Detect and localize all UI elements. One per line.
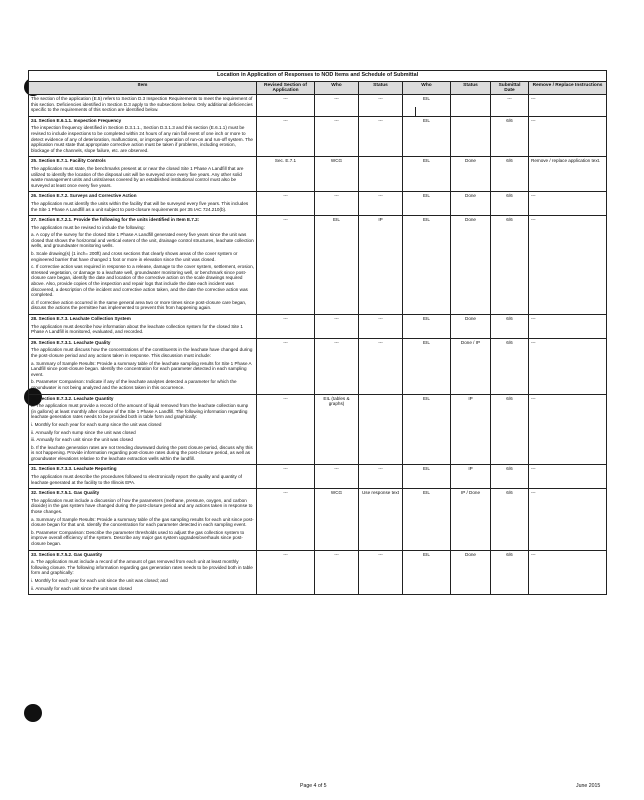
submittal-date-cell: 6/6 [491,489,529,550]
item-heading: 33. Section E.7.5.2. Gas Quantity [31,551,103,557]
item-paragraph: a. Summary of Sample Results: Provide a summary table of the leachate sampling results for Site 1 Phase A Landfill since post-closure began. Identify the concentration for each parameter detected in each sampling event. [31,360,252,377]
submittal-date-cell: 6/6 [491,394,529,465]
item-cell [29,550,257,595]
table-row [29,157,607,192]
header-submittal-date: Submittal Date [491,81,529,94]
table-row [29,216,607,315]
remove-replace-cell: --- [529,315,607,339]
who-cell: EIL [403,550,451,595]
submittal-date-cell: 6/6 [491,315,529,339]
item-cell [29,315,257,339]
who-cell: EIL [403,216,451,315]
revised-section-cell: Sec. E.7.1 [257,157,315,192]
status-cell: IP [359,216,403,315]
who-cell: EIL [403,489,451,550]
revised-section-cell: --- [257,550,315,595]
revised-section-cell: --- [257,315,315,339]
who-cell: EIL [403,157,451,192]
item-heading: 24. Section E.6.1.1. Inspection Frequency [31,117,122,123]
who-cell: EIL [403,95,451,117]
table-title: Location in Application of Responses to NOD Items and Schedule of Submittal [29,71,607,82]
remove-replace-cell: --- [529,338,607,394]
revised-section-cell: --- [257,465,315,489]
item-heading: 32. Section E.7.5.1. Gas Quality [31,490,100,496]
header-revised-section: Revised Section of Application [257,81,315,94]
item-paragraph: ii. Annually for each unit since the unit was closed [31,585,132,591]
item-paragraph: a. The application must include a record of the amount of gas removed from each unit at least monthly following closure. The following information regarding gas generation rates needs to be provided both in table form and graphically: [31,559,253,576]
page-number: Page 4 of 5 [300,783,327,789]
remove-replace-cell: --- [529,95,607,117]
submittal-date-cell: --- [491,95,529,117]
who-cell: EIL [403,315,451,339]
who-cell: --- [315,550,359,595]
submittal-date-cell: 6/6 [491,116,529,157]
nod-response-table [28,70,606,595]
revised-section-cell: --- [257,95,315,117]
remove-replace-cell: --- [529,216,607,315]
item-cell [29,465,257,489]
item-paragraph: b. Parameter Comparison: Indicate if any of the leachate analytes detected a parameter for which the groundwater is not being analyzed and the actions taken in this occurrence. [31,379,237,390]
status-cell: Done [451,315,491,339]
remove-replace-cell: --- [529,550,607,595]
item-cell [29,338,257,394]
status-cell: Done [451,192,491,216]
who-cell: WCG [315,157,359,192]
status-cell [359,157,403,192]
status-cell: --- [359,338,403,394]
who-cell: --- [315,315,359,339]
margin-mark [415,107,416,116]
submittal-date-cell: 6/6 [491,157,529,192]
revised-section-cell: --- [257,192,315,216]
revised-section-cell: --- [257,338,315,394]
who-cell: EIL [403,394,451,465]
item-paragraph: The application must describe the procedures followed to electronically report the quality and quantity of leachate generated at the facility to the Illinois EPA. [31,474,242,485]
item-paragraph: a. A copy of the survey for the closed Site 1 Phase A Landfill generated every five years since the unit was closed that shows the horizontal and vertical extent of the unit, drainage control structures, leachate collection wells, and groundwater monitoring wells. [31,232,254,249]
item-heading: 30. Section E.7.3.2. Leachate Quantity [31,395,114,401]
item-paragraph: i. Monthly for each year for each unit since the unit was closed; and [31,577,168,583]
revised-section-cell: --- [257,116,315,157]
status-cell: IP [451,394,491,465]
item-heading: 25. Section E.7.1. Facility Controls [31,158,106,164]
status-cell: --- [359,95,403,117]
status-cell: IP [451,465,491,489]
item-paragraph: ii. Annually for each sump since the unit was closed [31,429,136,435]
item-cell [29,489,257,550]
submittal-date-cell: 6/6 [491,550,529,595]
item-paragraph: b. Scale drawing(s) (1 inch= 200ft) and cross sections that clearly shows areas of the cover system or engineered barrier that have changed 1 foot or more in elevation since the unit was closed. [31,251,238,262]
item-paragraph: i. Monthly for each year for each sump since the unit was closed [31,421,162,427]
table-row [29,489,607,550]
who-cell: WCG [315,489,359,550]
item-paragraph: The application must state, the benchmarks present at or near the closed Site 1 Phase A Landfill that are utilized to identify the location of the disposal unit will be surveyed once every five years. Any other solid waste management units and units/areas covered by an established institutional control must also be surveyed at least once every five years. [31,165,244,188]
status-cell: --- [359,116,403,157]
remove-replace-cell: --- [529,394,607,465]
item-paragraph: b. Parameter Comparison: Describe the parameter thresholds used to adjust the gas collection system to improve overall efficiency of the system. Describe any major gas system upgrades/overhauls since post-closure began. [31,529,245,546]
header-status: Status [451,81,491,94]
revised-section-cell: --- [257,394,315,465]
item-cell [29,116,257,157]
header-remove-replace: Remove / Replace Instructions [529,81,607,94]
table-row [29,95,607,117]
status-cell: Done [451,157,491,192]
status-cell: --- [359,192,403,216]
item-cell [29,216,257,315]
status-cell: Done [451,550,491,595]
item-paragraph: The application must identify the units within the facility that will be surveyed every five years. This includes the Site 1 Phase A Landfill as a unit subject to post-closure requirements per 35 IAC 724.210(b). [31,200,249,212]
item-paragraph: The application must include a discussion of how the parameters (methane, pressure, oxygen, and carbon dioxide) in the gas system have changed during the post-closure period and any actions taken in response to those changes. [31,497,253,515]
item-heading: 28. Section E.7.3. Leachate Collection System [31,316,131,321]
who-cell: EIL (tables & graphs) [315,394,359,465]
who-cell: --- [315,192,359,216]
who-cell: EIL [403,465,451,489]
header-who: Who [315,81,359,94]
status-cell [359,394,403,465]
status-cell: Use response text [359,489,403,550]
header-item: Item [29,81,257,94]
item-paragraph: d. If corrective action occurred in the same general area two or more times since post-closure care began, discuss the actions the permittee has implemented to prevent this from happening again. [31,299,247,311]
who-cell: --- [315,338,359,394]
item-heading: 27. Section E.7.2.1. Provide the following for the units identified in Item E.7.2: [31,217,200,223]
status-cell [451,95,491,117]
item-cell [29,157,257,192]
remove-replace-cell: --- [529,465,607,489]
item-paragraph: The application must be revised to include the following: [31,224,145,230]
remove-replace-cell: --- [529,116,607,157]
who-cell: --- [315,465,359,489]
item-cell [29,192,257,216]
status-cell: Done [451,216,491,315]
who-cell: --- [315,95,359,117]
table-row [29,192,607,216]
item-cell [29,394,257,465]
table-row [29,338,607,394]
item-paragraph: The application must discuss how the concentrations of the constituents in the leachate have changed during the post-closure period and any actions taken in response. This discussion must include: [31,347,253,358]
header-who: Who [403,81,451,94]
binder-hole [24,704,42,722]
who-cell: EIL [403,116,451,157]
table-row [29,116,607,157]
item-paragraph: The application must describe how information about the leachate collection system for the closed Site 1 Phase A Landfill is monitored, evaluated, and recorded. [31,323,243,335]
item-paragraph: c. If corrective action was required in response to a release, damage to the cover system, settlement, erosion, stressed vegetation, or damage to a leachate well, groundwater monitoring well, or benchmark since post-closure care began, identify the date and location of the corrective action on the scale drawings required above. Also, provide copies of the inspection and repair logs that include the date each incident was discovered, a description of the incident and corrective action taken, and the date the corrective action was completed. [31,264,254,298]
remove-replace-cell: Remove / replace application text. [529,157,607,192]
who-cell: EIL [403,338,451,394]
submittal-date-cell: 6/6 [491,338,529,394]
status-cell: --- [359,465,403,489]
submittal-date-cell: 6/6 [491,216,529,315]
revised-section-cell: --- [257,216,315,315]
item-heading: 31. Section E.7.3.3. Leachate Reporting [31,466,117,472]
who-cell: EIL [315,216,359,315]
submittal-date-cell: 6/6 [491,465,529,489]
header-status: Status [359,81,403,94]
item-paragraph: iii. Annually for each unit since the unit was closed [31,437,133,443]
remove-replace-cell: --- [529,192,607,216]
status-cell: --- [359,550,403,595]
who-cell: --- [315,116,359,157]
document-date: June 2015 [576,783,601,789]
revised-section-cell: --- [257,489,315,550]
status-cell [451,116,491,157]
table-row [29,315,607,339]
item-heading: 26. Section E.7.2. Surveys and Corrective Action [31,193,137,199]
item-cell [29,95,257,117]
status-cell: Done / IP [451,338,491,394]
who-cell: EIL [403,192,451,216]
item-paragraph: b. If the leachate generation rates are not trending downward during the post closure period, discuss why this is not happening. Provide information regarding post-closure rates during the post-closure period, as well as groundwater elevations relative to the leachate extraction wells within the landfill. [31,444,253,461]
status-cell: --- [359,315,403,339]
item-paragraph: a. Summary of Sample Results: Provide a summary table of the gas sampling results for each unit since post-closure began for that unit. Identify the concentration for each parameter detected in each sampling event. [31,516,254,528]
item-paragraph: The inspection frequency identified in Section D.3.1.1., Section D.3.1.3 and this section (E.6.1.1) must be revised to include inspections to be completed within 24 hours of any rain fall event of one inch or more to detect evidence of any of deterioration, malfunctions, or improper operation of run-on and run-off system. The application must state that appropriate corrective action must be taken if problems, including erosion, blockage of the channels, slope failure, etc. are observed. [31,125,253,153]
status-cell: IP / Done [451,489,491,550]
submittal-date-cell: 6/6 [491,192,529,216]
table-row [29,465,607,489]
item-heading: 29. Section E.7.3.1. Leachate Quality [31,339,111,345]
table-row [29,550,607,595]
table-row [29,394,607,465]
remove-replace-cell: --- [529,489,607,550]
item-paragraph: The section of the application (E.5) refers to Section D.3 Inspection Requirements to meet the requirement of this section. Deficiencies identified in Section D.3 apply to the subsections below. Only additional deficiencies specific to the requirements of this section are identified below. [31,96,253,113]
item-paragraph: a. The application must provide a record of the amount of liquid removed from the leachate collection sump (in gallons) at least monthly after closure of the Site 1 Phase A Landfill. The following information regarding leachate generation rates needs to be provided both in table form and graphically: [31,403,249,420]
